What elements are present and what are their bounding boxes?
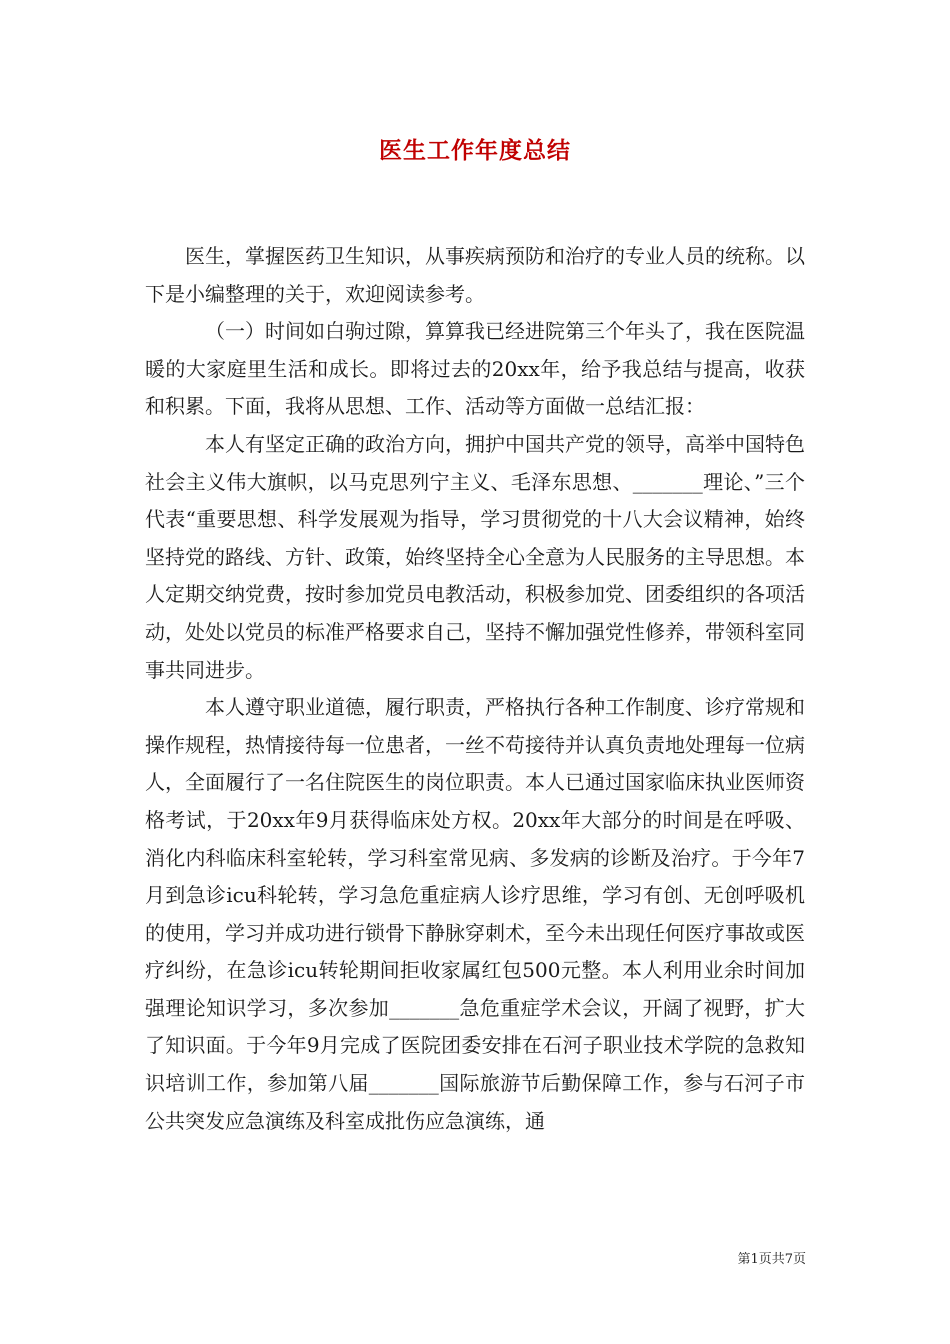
paragraph-political: 本人有坚定正确的政治方向，拥护中国共产党的领导，高举中国特色社会主义伟大旗帜，以马克思列宁主义、毛泽东思想、_______理论、”三个代表“重要思想、科学发展观为指导，学习贯彻党的十八大会议精神，始终坚持党的路线、方针、政策，始终坚持全心全意为人民服务的主导思想。本人定期交纳党费，按时参加党员电教活动，积极参加党、团委组织的各项活动，处处以党员的标准严格要求自己，坚持不懈加强党性修养，带领科室同事共同进步。	[145, 431, 805, 682]
paragraph-part-one: （一）时间如白驹过隙，算算我已经进院第三个年头了，我在医院温暖的大家庭里生活和成长。即将过去的20xx年，给予我总结与提高，收获和积累。下面，我将从思想、工作、活动等方面做一总结汇报：	[145, 319, 805, 419]
document-body	[145, 238, 805, 1140]
paragraph-intro: 医生，掌握医药卫生知识，从事疾病预防和治疗的专业人员的统称。以下是小编整理的关于，欢迎阅读参考。	[145, 244, 805, 306]
paragraph-work: 本人遵守职业道德，履行职责，严格执行各种工作制度、诊疗常规和操作规程，热情接待每一位患者，一丝不苟接待并认真负责地处理每一位病人，全面履行了一名住院医生的岗位职责。本人已通过国家临床执业医师资格考试，于20xx年9月获得临床处方权。20xx年大部分的时间是在呼吸、消化内科临床科室轮转，学习科室常见病、多发病的诊断及治疗。于今年7月到急诊icu科轮转，学习急危重症病人诊疗思维，学习有创、无创呼吸机的使用，学习并成功进行锁骨下静脉穿刺术，至今未出现任何医疗事故或医疗纠纷，在急诊icu转轮期间拒收家属红包500元整。本人利用业余时间加强理论知识学习，多次参加_______急危重症学术会议，开阔了视野，扩大了知识面。于今年9月完成了医院团委安排在石河子职业技术学院的急救知识培训工作，参加第八届_______国际旅游节后勤保障工作，参与石河子市公共突发应急演练及科室成批伤应急演练，通	[145, 695, 805, 1133]
document-title: 医生工作年度总结	[379, 137, 571, 164]
page-number: 第1页共7页	[737, 1252, 806, 1267]
